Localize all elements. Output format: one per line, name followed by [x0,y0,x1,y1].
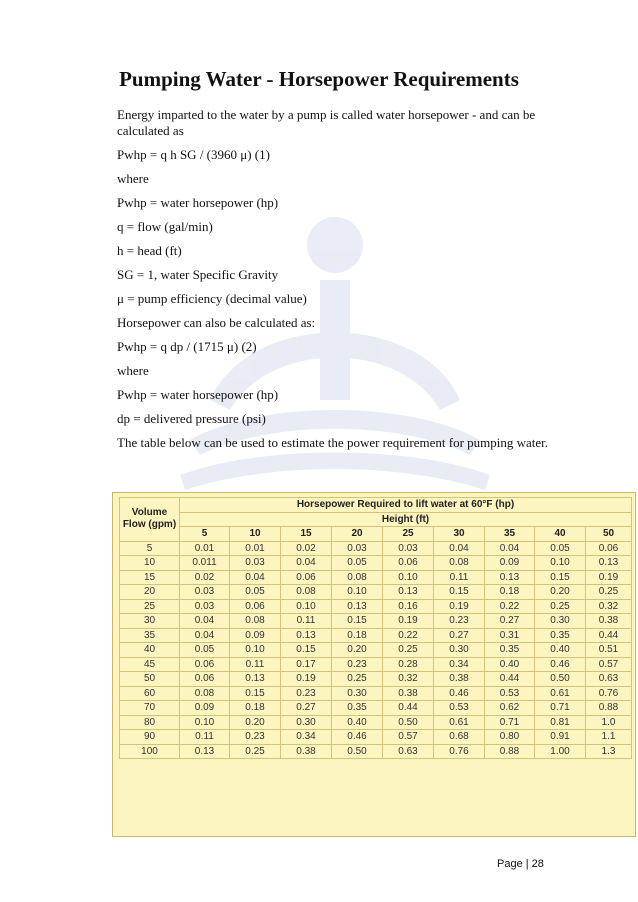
hp-value-cell: 1.00 [535,744,586,759]
hp-value-cell: 0.23 [434,614,485,629]
hp-value-cell: 0.11 [230,657,281,672]
hp-value-cell: 0.01 [180,541,230,556]
horsepower-table-panel [112,492,636,837]
hp-value-cell: 0.06 [180,657,230,672]
hp-value-cell: 0.04 [281,556,332,571]
hp-value-cell: 0.23 [281,686,332,701]
hp-value-cell: 0.04 [180,628,230,643]
paragraph: q = flow (gal/min) [117,219,213,234]
hp-value-cell: 0.03 [180,599,230,614]
hp-value-cell: 0.25 [535,599,586,614]
hp-value-cell: 0.57 [383,730,434,745]
table-body [120,541,632,759]
paragraph: Horsepower can also be calculated as: [117,315,316,330]
hp-value-cell: 0.81 [535,715,586,730]
hp-value-cell: 0.40 [332,715,383,730]
hp-value-cell: 0.15 [434,585,485,600]
hp-value-cell: 0.40 [485,657,535,672]
hp-value-cell: 0.22 [383,628,434,643]
hp-value-cell: 0.10 [180,715,230,730]
height-value-header: 35 [485,527,535,542]
hp-value-cell: 0.15 [332,614,383,629]
hp-value-cell: 0.38 [383,686,434,701]
hp-value-cell: 0.63 [383,744,434,759]
hp-value-cell: 0.10 [383,570,434,585]
hp-value-cell: 0.03 [180,585,230,600]
hp-value-cell: 0.23 [332,657,383,672]
hp-value-cell: 0.23 [230,730,281,745]
hp-value-cell: 0.50 [383,715,434,730]
hp-value-cell: 0.08 [180,686,230,701]
hp-value-cell: 0.04 [434,541,485,556]
hp-value-cell: 0.13 [383,585,434,600]
table-row [120,541,632,556]
hp-value-cell: 0.34 [281,730,332,745]
table-row [120,686,632,701]
height-value-header: 30 [434,527,485,542]
table-row [120,701,632,716]
hp-value-cell: 0.08 [230,614,281,629]
hp-value-cell: 0.44 [586,628,632,643]
hp-value-cell: 0.80 [485,730,535,745]
table-row [120,614,632,629]
hp-value-cell: 0.06 [586,541,632,556]
flow-cell: 90 [120,730,180,745]
hp-value-cell: 0.28 [383,657,434,672]
flow-cell: 70 [120,701,180,716]
table-row [120,556,632,571]
hp-value-cell: 0.38 [586,614,632,629]
hp-value-cell: 0.44 [383,701,434,716]
hp-value-cell: 0.04 [230,570,281,585]
hp-value-cell: 0.08 [434,556,485,571]
hp-value-cell: 0.08 [332,570,383,585]
table-row [120,715,632,730]
hp-value-cell: 0.13 [180,744,230,759]
hp-value-cell: 0.17 [281,657,332,672]
hp-value-cell: 0.25 [383,643,434,658]
hp-value-cell: 0.09 [230,628,281,643]
hp-value-cell: 0.30 [535,614,586,629]
table-row [120,730,632,745]
paragraph: Pwhp = q h SG / (3960 μ) (1) [117,147,270,162]
hp-value-cell: 0.50 [535,672,586,687]
hp-value-cell: 0.46 [332,730,383,745]
hp-value-cell: 0.02 [281,541,332,556]
table-row [120,599,632,614]
horsepower-table [119,497,632,759]
hp-value-cell: 0.03 [230,556,281,571]
hp-value-cell: 0.40 [535,643,586,658]
hp-value-cell: 0.06 [383,556,434,571]
hp-value-cell: 0.61 [434,715,485,730]
table-row [120,672,632,687]
hp-value-cell: 0.13 [332,599,383,614]
hp-value-cell: 0.27 [434,628,485,643]
paragraph: where [117,171,149,186]
hp-value-cell: 0.16 [383,599,434,614]
hp-value-cell: 0.06 [230,599,281,614]
flow-cell: 25 [120,599,180,614]
flow-cell: 20 [120,585,180,600]
height-value-header: 40 [535,527,586,542]
hp-value-cell: 0.68 [434,730,485,745]
hp-value-cell: 0.10 [332,585,383,600]
hp-value-cell: 1.1 [586,730,632,745]
flow-cell: 10 [120,556,180,571]
hp-value-cell: 0.25 [230,744,281,759]
paragraph: Energy imparted to the water by a pump is called water horsepower - and can be calculated as [117,107,536,138]
hp-value-cell: 0.35 [485,643,535,658]
hp-value-cell: 0.09 [180,701,230,716]
hp-value-cell: 1.0 [586,715,632,730]
paragraph: h = head (ft) [117,243,182,258]
height-value-header: 5 [180,527,230,542]
flow-column-header: Volume Flow (gpm) [120,498,180,542]
hp-value-cell: 0.91 [535,730,586,745]
hp-value-cell: 0.11 [281,614,332,629]
hp-value-cell: 0.25 [586,585,632,600]
hp-value-cell: 0.04 [180,614,230,629]
table-row [120,744,632,759]
hp-value-cell: 0.88 [586,701,632,716]
hp-value-cell: 0.18 [332,628,383,643]
hp-value-cell: 0.15 [535,570,586,585]
hp-value-cell: 0.10 [535,556,586,571]
table-row [120,657,632,672]
flow-cell: 60 [120,686,180,701]
hp-value-cell: 0.06 [281,570,332,585]
hp-value-cell: 0.30 [281,715,332,730]
hp-value-cell: 0.13 [230,672,281,687]
hp-value-cell: 0.18 [230,701,281,716]
hp-value-cell: 0.05 [230,585,281,600]
hp-value-cell: 0.61 [535,686,586,701]
hp-value-cell: 0.06 [180,672,230,687]
hp-value-cell: 1.3 [586,744,632,759]
hp-value-cell: 0.01 [230,541,281,556]
hp-value-cell: 0.27 [485,614,535,629]
hp-value-cell: 0.38 [281,744,332,759]
flow-cell: 100 [120,744,180,759]
paragraph: Pwhp = water horsepower (hp) [117,195,279,210]
paragraph: μ = pump efficiency (decimal value) [117,291,307,306]
hp-value-cell: 0.53 [434,701,485,716]
hp-value-cell: 0.03 [332,541,383,556]
paragraph: Pwhp = water horsepower (hp) [117,387,279,402]
table-main-header: Horsepower Required to lift water at 60°F (hp) [180,498,632,513]
height-values-row [120,527,632,542]
page-title: Pumping Water - Horsepower Requirements [119,67,519,91]
table-row [120,585,632,600]
flow-cell: 5 [120,541,180,556]
hp-value-cell: 0.05 [180,643,230,658]
hp-value-cell: 0.63 [586,672,632,687]
hp-value-cell: 0.13 [586,556,632,571]
hp-value-cell: 0.13 [281,628,332,643]
hp-value-cell: 0.09 [485,556,535,571]
hp-value-cell: 0.50 [332,744,383,759]
hp-value-cell: 0.71 [485,715,535,730]
hp-value-cell: 0.30 [332,686,383,701]
hp-value-cell: 0.19 [434,599,485,614]
hp-value-cell: 0.46 [535,657,586,672]
hp-value-cell: 0.05 [332,556,383,571]
height-header: Height (ft) [180,512,632,527]
hp-value-cell: 0.31 [485,628,535,643]
paragraph: dp = delivered pressure (psi) [117,411,266,426]
hp-value-cell: 0.19 [383,614,434,629]
hp-value-cell: 0.38 [434,672,485,687]
height-value-header: 10 [230,527,281,542]
hp-value-cell: 0.08 [281,585,332,600]
hp-value-cell: 0.53 [485,686,535,701]
hp-value-cell: 0.62 [485,701,535,716]
hp-value-cell: 0.44 [485,672,535,687]
hp-value-cell: 0.46 [434,686,485,701]
hp-value-cell: 0.05 [535,541,586,556]
hp-value-cell: 0.15 [281,643,332,658]
flow-cell: 15 [120,570,180,585]
hp-value-cell: 0.20 [332,643,383,658]
hp-value-cell: 0.25 [332,672,383,687]
hp-value-cell: 0.57 [586,657,632,672]
height-value-header: 20 [332,527,383,542]
flow-cell: 50 [120,672,180,687]
table-row [120,570,632,585]
hp-value-cell: 0.30 [434,643,485,658]
hp-value-cell: 0.32 [586,599,632,614]
body-text [117,107,552,459]
hp-value-cell: 0.19 [586,570,632,585]
hp-value-cell: 0.76 [586,686,632,701]
hp-value-cell: 0.18 [485,585,535,600]
hp-value-cell: 0.03 [383,541,434,556]
flow-cell: 30 [120,614,180,629]
paragraph: The table below can be used to estimate the power requirement for pumping water. [117,435,549,450]
hp-value-cell: 0.011 [180,556,230,571]
page-number: Page | 28 [497,858,544,870]
table-row [120,628,632,643]
flow-cell: 40 [120,643,180,658]
height-value-header: 50 [586,527,632,542]
hp-value-cell: 0.02 [180,570,230,585]
hp-value-cell: 0.32 [383,672,434,687]
hp-value-cell: 0.15 [230,686,281,701]
hp-value-cell: 0.71 [535,701,586,716]
hp-value-cell: 0.11 [434,570,485,585]
hp-value-cell: 0.27 [281,701,332,716]
hp-value-cell: 0.10 [281,599,332,614]
hp-value-cell: 0.76 [434,744,485,759]
hp-value-cell: 0.04 [485,541,535,556]
flow-cell: 35 [120,628,180,643]
hp-value-cell: 0.35 [535,628,586,643]
height-value-header: 25 [383,527,434,542]
height-value-header: 15 [281,527,332,542]
hp-value-cell: 0.35 [332,701,383,716]
hp-value-cell: 0.20 [230,715,281,730]
paragraph: where [117,363,149,378]
hp-value-cell: 0.88 [485,744,535,759]
flow-cell: 80 [120,715,180,730]
table-row [120,643,632,658]
flow-cell: 45 [120,657,180,672]
paragraph: SG = 1, water Specific Gravity [117,267,279,282]
hp-value-cell: 0.34 [434,657,485,672]
hp-value-cell: 0.13 [485,570,535,585]
hp-value-cell: 0.10 [230,643,281,658]
hp-value-cell: 0.19 [281,672,332,687]
hp-value-cell: 0.51 [586,643,632,658]
hp-value-cell: 0.11 [180,730,230,745]
hp-value-cell: 0.20 [535,585,586,600]
paragraph: Pwhp = q dp / (1715 μ) (2) [117,339,257,354]
hp-value-cell: 0.22 [485,599,535,614]
